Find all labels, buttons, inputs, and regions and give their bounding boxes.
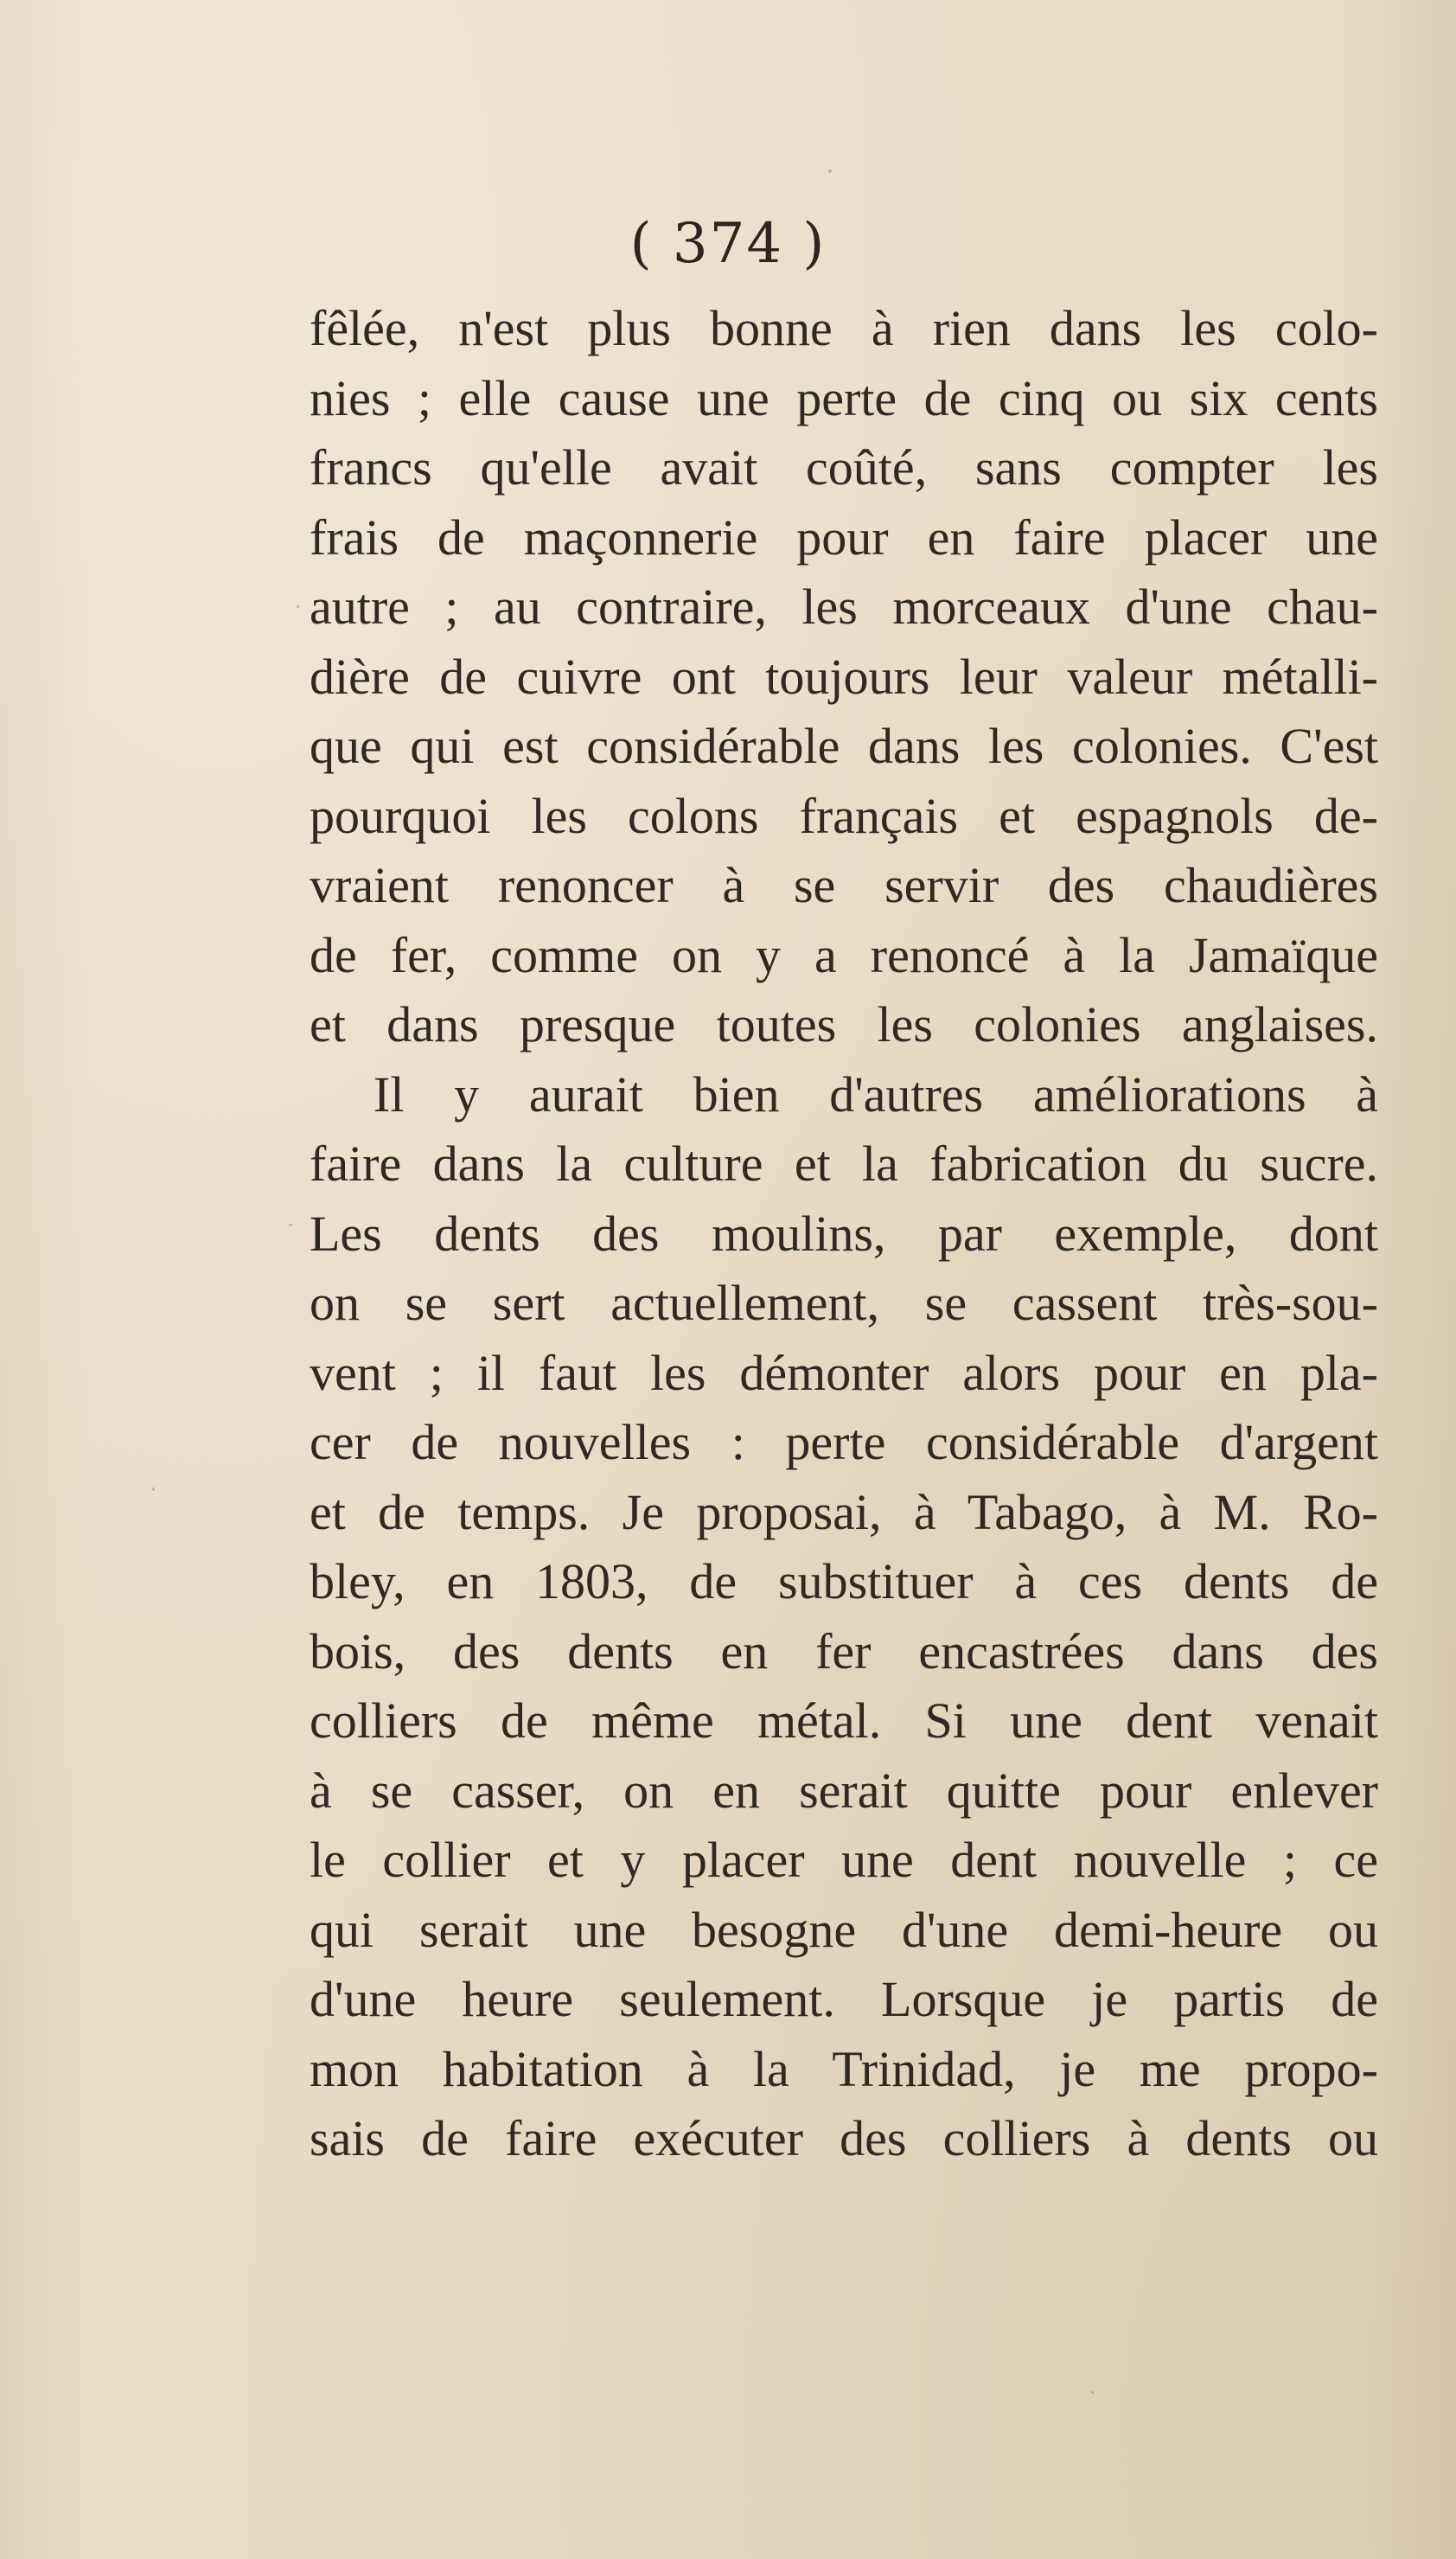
text-line: sais de faire exécuter des colliers à dents ou (310, 2110, 1378, 2166)
text-line: colliers de même métal. Si une dent venait (310, 1692, 1378, 1749)
text-line: que qui est considérable dans les colonies. C'est (310, 718, 1378, 774)
text-line: d'une heure seulement. Lorsque je partis de (310, 1971, 1378, 2027)
paragraph-start-line: Il y aurait bien d'autres améliorations à (374, 1065, 1378, 1123)
text-line: francs qu'elle avait coûté, sans compter les (310, 439, 1378, 496)
text-line: faire dans la culture et la fabrication du sucre. (310, 1136, 1378, 1192)
text-line: le collier et y placer une dent nouvelle ; ce (310, 1832, 1378, 1888)
page-number: ( 374 ) (629, 212, 827, 276)
text-line: qui serait une besogne d'une demi-heure ou (310, 1901, 1378, 1958)
text-line: bois, des dents en fer encastrées dans des (310, 1622, 1378, 1679)
text-line: nies ; elle cause une perte de cinq ou six cents (310, 369, 1378, 426)
text-line: vent ; il faut les démonter alors pour en pla- (310, 1344, 1378, 1401)
text-line: et de temps. Je proposai, à Tabago, à M. Ro- (310, 1483, 1378, 1540)
paper-speck (297, 605, 299, 608)
body-text (310, 294, 1378, 2174)
text-line: Les dents des moulins, par exemple, dont (310, 1205, 1378, 1262)
paper-speck (828, 170, 832, 173)
text-line: de fer, comme on y a renoncé à la Jamaïque (310, 926, 1378, 983)
text-line: et dans presque toutes les colonies anglaises. (310, 996, 1378, 1052)
text-line: fêlée, n'est plus bonne à rien dans les colo- (310, 300, 1378, 356)
text-line: dière de cuivre ont toujours leur valeur métalli- (310, 648, 1378, 705)
text-line: on se sert actuellement, se cassent très-sou- (310, 1275, 1378, 1331)
text-line: autre ; au contraire, les morceaux d'une chau- (310, 579, 1378, 635)
text-line: cer de nouvelles : perte considérable d'argent (310, 1414, 1378, 1470)
text-line: pourquoi les colons français et espagnols de- (310, 787, 1378, 844)
text-line: bley, en 1803, de substituer à ces dents de (310, 1553, 1378, 1609)
text-line: à se casser, on en serait quitte pour enlever (310, 1762, 1378, 1819)
text-line: frais de maçonnerie pour en faire placer une (310, 509, 1378, 566)
paper-speck (152, 1487, 155, 1491)
text-line: mon habitation à la Trinidad, je me propo- (310, 2040, 1378, 2097)
paper-speck (1091, 2391, 1094, 2394)
paper-speck (289, 1224, 292, 1226)
text-line: vraient renoncer à se servir des chaudières (310, 857, 1378, 913)
